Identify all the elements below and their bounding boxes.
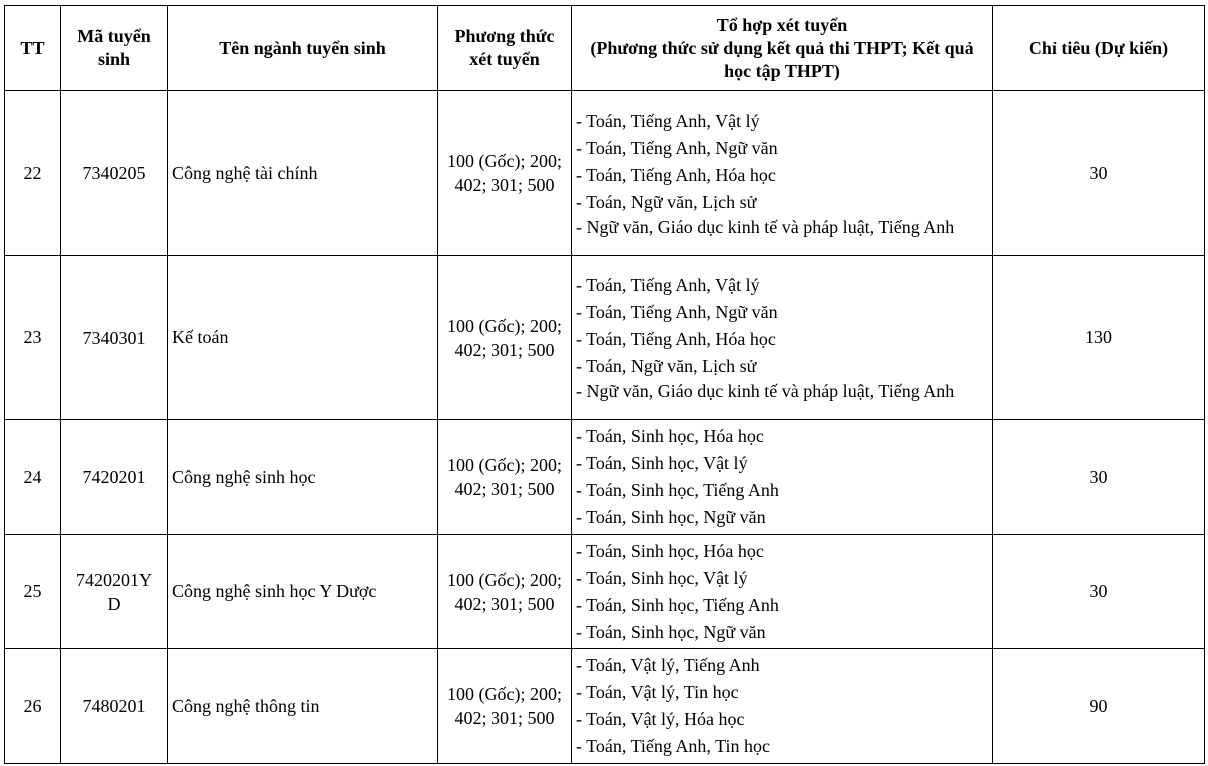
- row-combos: [572, 91, 993, 256]
- combo-item: - Toán, Vật lý, Hóa học: [576, 709, 745, 729]
- combo-item: - Toán, Tiếng Anh, Ngữ văn: [576, 137, 778, 158]
- row-method: 100 (Gốc); 200; 402; 301; 500: [438, 535, 572, 649]
- combo-item: - Ngữ văn, Giáo dục kinh tế và pháp luật, Tiếng Anh: [576, 381, 955, 401]
- row-quota: 30: [993, 91, 1205, 256]
- combo-item: - Toán, Sinh học, Tiếng Anh: [576, 480, 779, 500]
- combo-item: - Toán, Tiếng Anh, Ngữ văn: [576, 302, 778, 322]
- row-major: Kế toán: [168, 256, 438, 420]
- row-quota: 30: [993, 535, 1205, 649]
- row-quota: 130: [993, 256, 1205, 420]
- combo-item: - Toán, Sinh học, Vật lý: [576, 453, 748, 473]
- combo-item: - Toán, Ngữ văn, Lịch sử: [576, 356, 757, 376]
- combo-item: - Toán, Tiếng Anh, Hóa học: [576, 164, 776, 185]
- row-combos: [572, 420, 993, 535]
- table-row: [5, 535, 1205, 649]
- combo-item: - Toán, Sinh học, Hóa học: [576, 426, 764, 446]
- row-tt: 25: [5, 535, 61, 649]
- row-combos: [572, 649, 993, 764]
- row-method: 100 (Gốc); 200; 402; 301; 500: [438, 649, 572, 764]
- row-quota: 30: [993, 420, 1205, 535]
- row-major: Công nghệ tài chính: [168, 91, 438, 256]
- header-combo-title: Tổ hợp xét tuyển: [716, 14, 848, 35]
- combo-item: - Toán, Sinh học, Ngữ văn: [576, 507, 766, 527]
- header-combo: [572, 6, 993, 91]
- row-combos: [572, 535, 993, 649]
- row-method: 100 (Gốc); 200; 402; 301; 500: [438, 91, 572, 256]
- header-quota: Chỉ tiêu (Dự kiến): [993, 6, 1205, 91]
- table-row: [5, 420, 1205, 535]
- combo-item: - Ngữ văn, Giáo dục kinh tế và pháp luật, Tiếng Anh: [576, 216, 955, 237]
- row-method: 100 (Gốc); 200; 402; 301; 500: [438, 256, 572, 420]
- header-code: Mã tuyển sinh: [61, 6, 168, 91]
- row-major: Công nghệ sinh học: [168, 420, 438, 535]
- row-code: 7480201: [61, 649, 168, 764]
- row-quota: 90: [993, 649, 1205, 764]
- header-major: Tên ngành tuyển sinh: [168, 6, 438, 91]
- table-body: [5, 91, 1205, 764]
- row-tt: 23: [5, 256, 61, 420]
- combo-item: - Toán, Vật lý, Tin học: [576, 682, 739, 702]
- combo-item: - Toán, Vật lý, Tiếng Anh: [576, 655, 760, 675]
- combo-item: - Toán, Sinh học, Tiếng Anh: [576, 594, 779, 615]
- row-code: 7340205: [61, 91, 168, 256]
- table-row: [5, 91, 1205, 256]
- row-tt: 24: [5, 420, 61, 535]
- row-tt: 26: [5, 649, 61, 764]
- combo-item: - Toán, Tiếng Anh, Vật lý: [576, 110, 760, 131]
- header-row: [5, 6, 1205, 91]
- row-major: Công nghệ thông tin: [168, 649, 438, 764]
- admissions-table: [4, 5, 1205, 764]
- table-header: [5, 6, 1205, 91]
- row-major: Công nghệ sinh học Y Dược: [168, 535, 438, 649]
- header-method: Phương thức xét tuyển: [438, 6, 572, 91]
- row-code: [61, 535, 168, 649]
- table-row: [5, 649, 1205, 764]
- table-row: [5, 256, 1205, 420]
- row-combos: [572, 256, 993, 420]
- row-code: 7340301: [61, 256, 168, 420]
- combo-item: - Toán, Tiếng Anh, Tin học: [576, 736, 770, 756]
- combo-item: - Toán, Tiếng Anh, Vật lý: [576, 275, 760, 295]
- row-code-text: 7420201YD: [76, 569, 152, 614]
- row-tt: 22: [5, 91, 61, 256]
- combo-item: - Toán, Sinh học, Ngữ văn: [576, 621, 766, 642]
- combo-item: - Toán, Ngữ văn, Lịch sử: [576, 191, 757, 212]
- combo-item: - Toán, Tiếng Anh, Hóa học: [576, 329, 776, 349]
- row-method: 100 (Gốc); 200; 402; 301; 500: [438, 420, 572, 535]
- row-code: 7420201: [61, 420, 168, 535]
- combo-item: - Toán, Sinh học, Vật lý: [576, 567, 748, 588]
- header-tt: TT: [5, 6, 61, 91]
- header-combo-subtitle: (Phương thức sử dụng kết quả thi THPT; Kết quả học tập THPT): [590, 37, 974, 81]
- combo-item: - Toán, Sinh học, Hóa học: [576, 540, 764, 561]
